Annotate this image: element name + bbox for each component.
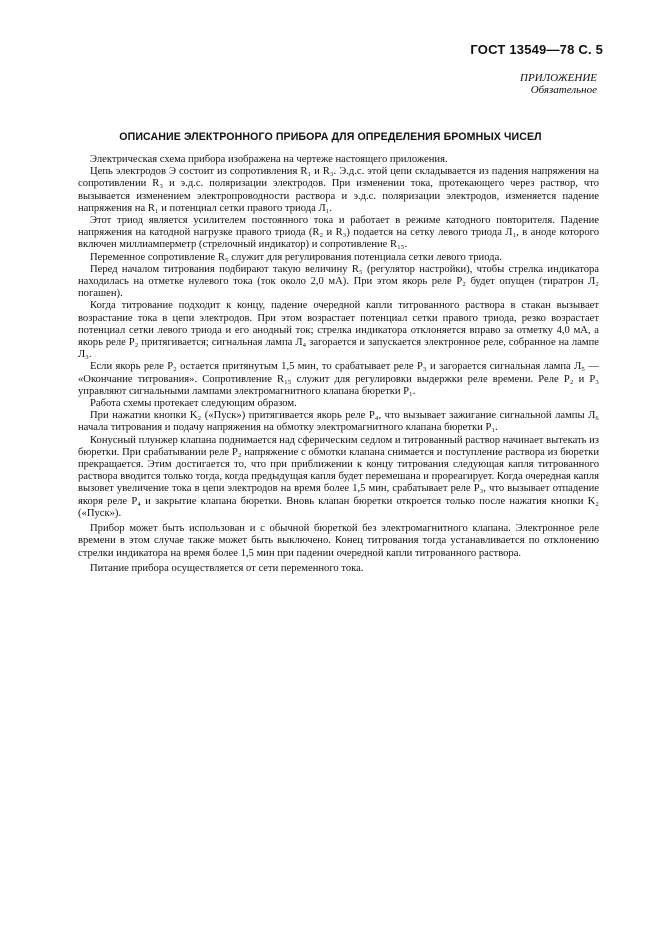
- paragraph: Цепь электродов Э состоит из сопротивления R₁ и R₃. Э.д.с. этой цепи складывается из падения напряжения на сопротивлении R₃ и э.д.с. поляризации электродов. При изменении тока, протекающего через раствор, что вызывается изменением электропроводности раствора и э.д.с. поляризации электродов, изменяется падение напряжения на R₁ и потенциал сетки правого триода Л₁.: [78, 166, 599, 214]
- appendix-label-block: [520, 72, 597, 96]
- paragraph: Электрическая схема прибора изображена на чертеже настоящего приложения.: [90, 154, 448, 165]
- paragraph: Переменное сопротивление R₅ служит для регулирования потенциала сетки левого триода.: [90, 251, 502, 263]
- appendix-label: ПРИЛОЖЕНИЕ: [520, 72, 597, 84]
- paragraph: Конусный плунжер клапана поднимается над сферическим седлом и титрованный раствор начинает вытекать из бюретки. При срабатывании реле P₂ напряжение с обмотки клапана снимается и поступление раствора из бюретки прекращается. Этим достигается то, что при приближении к концу титрования следующая капля титрованного раствора вводится только тогда, когда предыдущая капля будет перемешана и прореагирует. Когда очередная капля вызовет увеличение тока в цепи электродов на время более 1,5 мин, срабатывает реле P₃, что вызывает отпадение якоря реле P₄ и закрытие клапана бюретки. Вновь клапан бюретки откроется только после нажатия кнопки K₂ («Пуск»).: [78, 434, 599, 519]
- paragraph: Питание прибора осуществляется от сети переменного тока.: [90, 562, 364, 574]
- paragraph: При нажатии кнопки K₂ («Пуск») притягивается якорь реле P₄, что вызывает зажигание сигнальной лампы Л₆ начала титрования и подачу напряжения на обмотку электромагнитного клапана бюретки P₁.: [78, 410, 599, 434]
- paragraph: Этот триод является усилителем постоянного тока и работает в режиме катодного повторителя. Падение напряжения на катодной нагрузке правого триода (R₂ и R₃) подается на сетку левого триода Л₁, в аноде которого включен миллиамперметр (стрелочный индикатор) и сопротивление R₁₅.: [78, 215, 599, 251]
- paragraph: Перед началом титрования подбирают такую величину R₅ (регулятор настройки), чтобы стрелка индикатора находилась на отметке нулевого тока (ток около 2,0 мА). При этом якорь реле P₂ будет опущен (тиратрон Л₂ погашен).: [78, 263, 599, 300]
- paragraph: Если якорь реле P₂ остается притянутым 1,5 мин, то срабатывает реле P₃ и загорается сигнальная лампа Л₅ — «Окончание титрования». Сопротивление R₁₅ служит для регулировки выдержки реле времени. Реле P₂ и P₃ управляют сигнальными лампами электромагнитного клапана бюретки P₁.: [78, 361, 599, 397]
- paragraph: Прибор может быть использован и с обычной бюреткой без электромагнитного клапана. Электронное реле времени в этом случае также может быть выключено. Конец титрования тогда устанавливается по отклонению стрелки индикатора на время более 1,5 мин при падении очередной капли титрованного раствора.: [78, 523, 599, 559]
- document-title: ОПИСАНИЕ ЭЛЕКТРОННОГО ПРИБОРА ДЛЯ ОПРЕДЕЛЕНИЯ БРОМНЫХ ЧИСЕЛ: [119, 131, 542, 143]
- appendix-status: Обязательное: [530, 84, 597, 96]
- page-header: ГОСТ 13549—78 С. 5: [470, 42, 603, 57]
- paragraph: Когда титрование подходит к концу, падение очередной капли титрованного раствора в стакан вызывает возрастание тока в цепи электродов. При этом возрастает потенциал сетки правого триода, резко возрастает потенциал сетки левого триода и его анодный ток; стрелка индикатора отклоняется вправо за отметку 4,0 мА, а якорь реле P₂ притягивается; сигнальная лампа Л₄ загорается и запускается электронное реле, собранное на лампе Л₃.: [78, 300, 599, 361]
- body-text: [78, 154, 599, 575]
- paragraph: Работа схемы протекает следующим образом.: [90, 398, 297, 410]
